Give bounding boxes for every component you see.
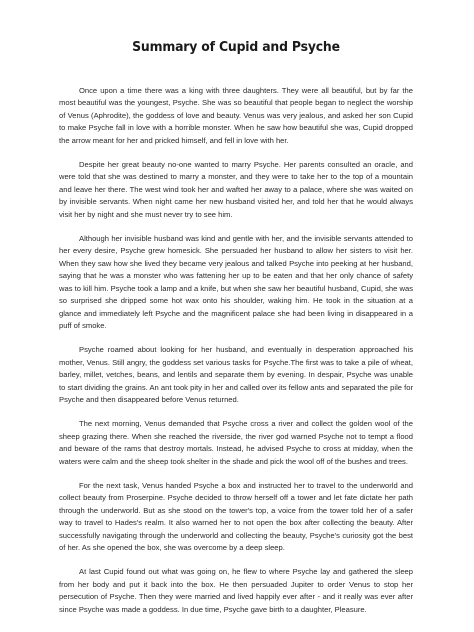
paragraph-5: The next morning, Venus demanded that Psyche cross a river and collect the golden wool of the sheep grazing there. When she reached the riverside, the river god warned Psyche not to tempt a flood and beware of the rams that destroy mortals. Instead, he advised Psyche to cross at midday, when the waters were calm and the sheep took shelter in the shade and pick the wool off of the bushes and trees. [59, 419, 413, 466]
paragraph-1: Once upon a time there was a king with three daughters. They were all beautiful, but by far the most beautiful was the youngest, Psyche. She was so beautiful that people began to neglect the worship of Venus (Aphrodite), the goddess of love and beauty. Venus was very jealous, and asked her son Cupid to make Psyche fall in love with a horrible monster. When he saw how beautiful she was, Cupid dropped the arrow meant for her and pricked himself, and fell in love with her. [59, 86, 413, 145]
paragraph-6: For the next task, Venus handed Psyche a box and instructed her to travel to the underworld and collect beauty from Proserpine. Psyche decided to throw herself off a tower and let fate dictate her path through the underworld. But as she stood on the tower's top, a voice from the tower told her of a safer way to travel to Hades's realm. It also warned her to not open the box after collecting the beauty. After successfully navigating through the underworld and collecting the beauty, Psyche's curiosity got the best of her. As she opened the box, she was overcome by a deep sleep. [59, 480, 413, 552]
paragraph-7: At last Cupid found out what was going on, he flew to where Psyche lay and gathered the sleep from her body and put it back into the box. He then persuaded Jupiter to order Venus to stop her persecution of Psyche. Then they were married and lived happily ever after - and it really was ever after since Psyche was made a goddess. In due time, Psyche gave birth to a daughter, Pleasure. [59, 567, 413, 614]
paragraph-2: Despite her great beauty no-one wanted to marry Psyche. Her parents consulted an oracle, and were told that she was destined to marry a monster, and they were to take her to the top of a mountain and leave her there. The west wind took her and wafted her away to a palace, where she was waited on by invisible servants. When night came her new husband visited her, and told her that he would always visit her by night and she must never try to see him. [59, 160, 413, 219]
paragraph-4: Psyche roamed about looking for her husband, and eventually in desperation approached his mother, Venus. Still angry, the goddess set various tasks for Psyche.The first was to take a pile of wheat, barley, millet, vetches, beans, and lentils and separate them by evening. In despair, Psyche was unable to start dividing the grains. An ant took pity in her and called over its fellow ants and separated the pile for Psyche and then disappeared before Venus returned. [59, 345, 413, 404]
paragraph-3: Although her invisible husband was kind and gentle with her, and the invisible servants attended to her every desire, Psyche grew homesick. She persuaded her husband to allow her sisters to visit her. When they saw how she lived they became very jealous and talked Psyche into peeking at her husband, saying that he was a monster who was fattening her up to be eaten and that her only chance of safety was to kill him. Psyche took a lamp and a knife, but when she saw her beautiful husband, Cupid, she was so surprised she dripped some hot wax onto his shoulder, waking him. He took in the situation at a glance and immediately left Psyche and the magnificent palace she had been living in disappeared in a puff of smoke. [59, 234, 413, 330]
document-title: Summary of Cupid and Psyche [132, 39, 340, 55]
